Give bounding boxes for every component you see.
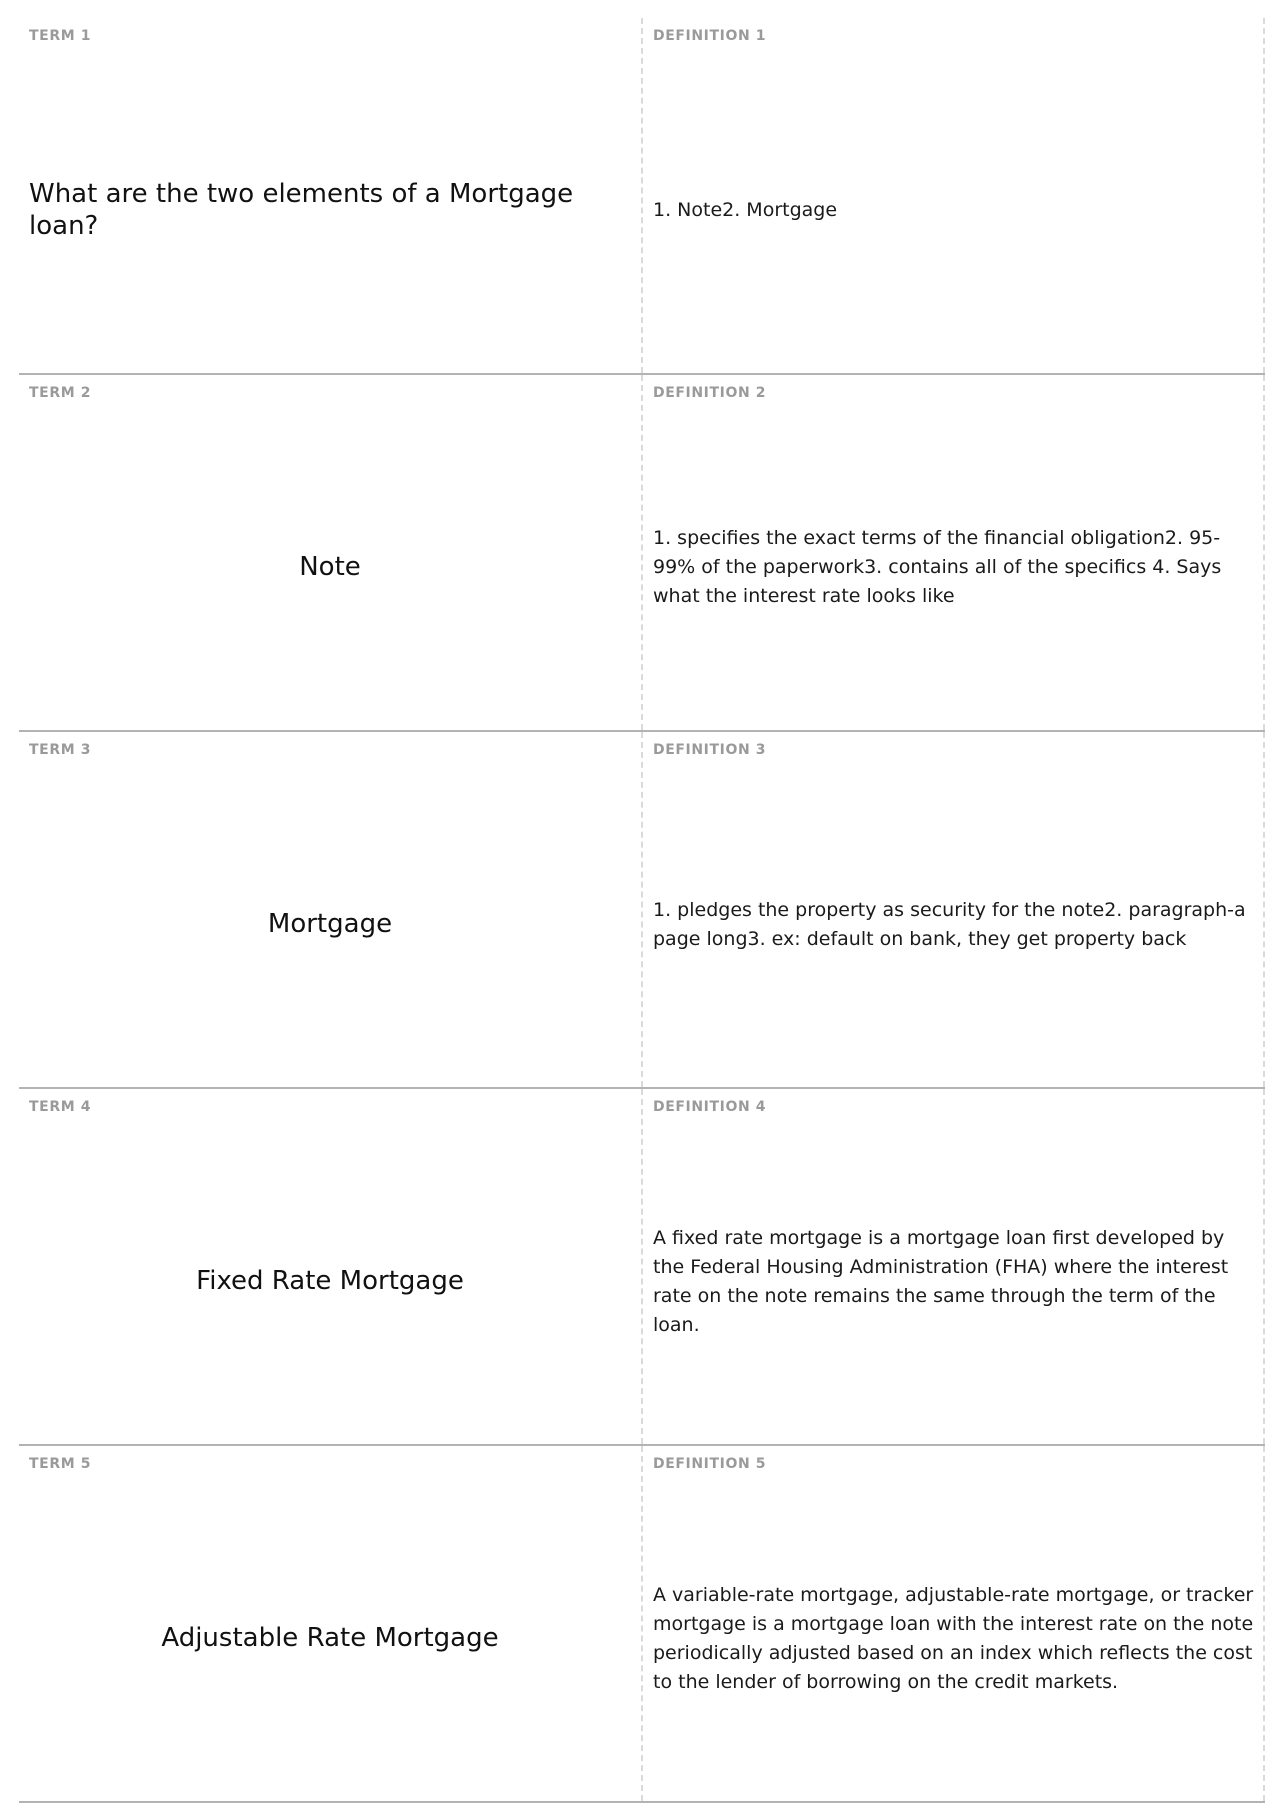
term-cell [19,18,643,373]
definition-cell [643,375,1265,730]
term-cell [19,1089,643,1444]
flashcard-row [19,1089,1265,1446]
term-label: TERM 5 [29,1456,92,1472]
definition-text: 1. Note2. Mortgage [653,199,838,221]
term-text: What are the two elements of a Mortgage loan? [29,179,574,241]
term-label: TERM 1 [29,28,92,44]
definition-label: DEFINITION 5 [653,1456,767,1472]
definition-label: DEFINITION 4 [653,1099,767,1115]
term-text: Fixed Rate Mortgage [196,1265,464,1296]
definition-text: A fixed rate mortgage is a mortgage loan first developed by the Federal Housing Administration (FHA) where the interest rate on the note remains the same through the term of the loan. [653,1226,1229,1336]
term-cell [19,1446,643,1801]
definition-cell [643,18,1265,373]
term-text: Note [299,551,361,582]
definition-label: DEFINITION 1 [653,28,767,44]
term-label: TERM 2 [29,385,92,401]
definition-label: DEFINITION 3 [653,742,767,758]
definition-cell [643,1446,1265,1801]
flashcard-sheet [19,18,1265,1803]
flashcard-row [19,375,1265,732]
flashcard-row [19,1446,1265,1803]
term-text: Adjustable Rate Mortgage [161,1622,499,1653]
definition-cell [643,732,1265,1087]
definition-cell [643,1089,1265,1444]
flashcard-row [19,732,1265,1089]
term-cell [19,732,643,1087]
term-label: TERM 3 [29,742,92,758]
definition-label: DEFINITION 2 [653,385,767,401]
term-label: TERM 4 [29,1099,92,1115]
term-cell [19,375,643,730]
definition-text: 1. pledges the property as security for the note2. paragraph-a page long3. ex: default on bank, they get property back [653,898,1246,950]
term-text: Mortgage [267,908,393,939]
definition-text: A variable-rate mortgage, adjustable-rate mortgage, or tracker mortgage is a mortgage loan with the interest rate on the note periodically adjusted based on an index which reflects the cost to the lender of borrowing on the credit markets. [653,1583,1254,1693]
definition-text: 1. specifies the exact terms of the financial obligation2. 95-99% of the paperwork3. contains all of the specifics 4. Says what the interest rate looks like [653,527,1222,607]
flashcard-row [19,18,1265,375]
